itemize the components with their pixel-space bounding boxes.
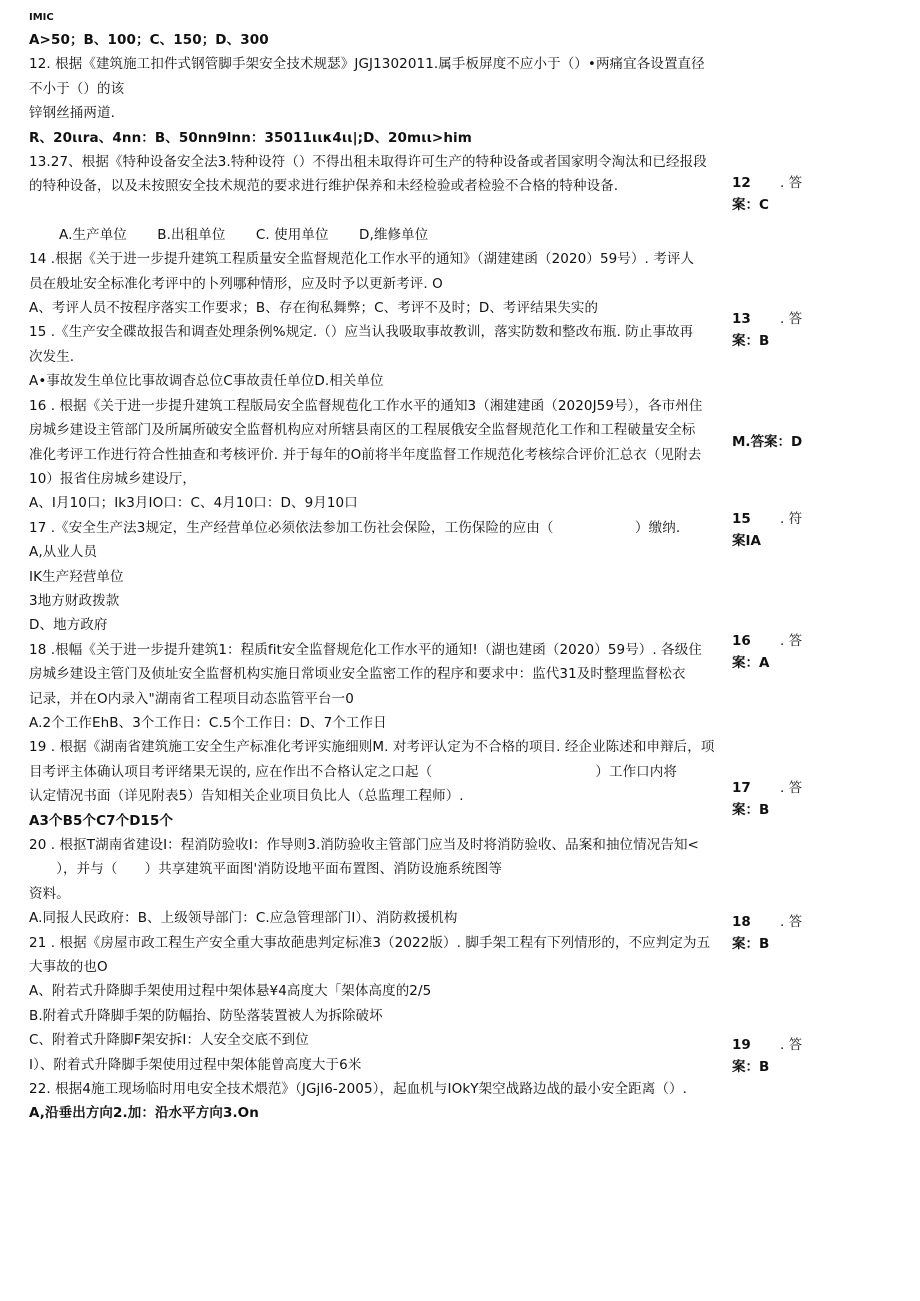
q18-text-2: 房城乡建设主管门及侦址安全监督机构实施日常顷业安全监密工作的程序和要求中：监代31及时整理监督松衣 bbox=[29, 666, 686, 683]
q16-text-4: 10）报省住房城乡建设厅， bbox=[29, 470, 196, 487]
answer-18: 18 . 答 案：B bbox=[732, 914, 803, 952]
q21-option-a: A、附若式升降脚手架使用过程中架体悬¥4高度大「架体高度的2/5 bbox=[29, 983, 432, 1000]
q13-option-a: A.生产单位 bbox=[59, 226, 127, 243]
q13-option-b: B.出租单位 bbox=[157, 226, 226, 243]
q13-text-2: 的特种设备，以及未按照安全技术规范的要求进行维护保养和未经检验或者检验不合格的特种设备. bbox=[29, 178, 619, 195]
document-body bbox=[29, 8, 719, 1126]
q22-options: A,沿垂出方向2.加：沿水平方向3.On bbox=[29, 1105, 259, 1122]
q16-text-1: 16 . 根据《关于进一步提升建筑工程版局安全监督规苞化工作水平的通知3（湘建建函（2020J59号），各市州住 bbox=[29, 397, 703, 414]
answer-12: 12 . 答 案：C bbox=[732, 175, 803, 213]
answer-19: 19 . 答 案：B bbox=[732, 1037, 803, 1075]
answer-16: 16 . 答 案：A bbox=[732, 633, 803, 671]
q21-option-d: I）、附着式升降脚手架使用过程中架体能曾高度大于6米 bbox=[29, 1056, 362, 1073]
q19-text-1: 19 . 根据《湖南省建筑施工安全生产标准化考评实施细则M. 对考评认定为不合格的项目. 经企业陈述和申辩后，项 bbox=[29, 739, 715, 756]
q18-text-3: 记录，并在O内录入"湖南省工程项目动态监管平台一0 bbox=[29, 690, 354, 707]
q17-option-b: IK生产羟营单位 bbox=[29, 568, 124, 585]
q15-options: A•事故发生单位比事故调杳总位C事故责任单位D.相关单位 bbox=[29, 373, 384, 390]
q15-text-2: 次发生. bbox=[29, 348, 75, 365]
q20-text-2: ），并与（ ）共享建筑平面图'消防设地平面布置图、消防设施系统图等 bbox=[29, 861, 503, 878]
q17-text: 17 .《安全生产法3规定，生产经营单位必须依法参加工伤社会保险，工伤保险的应由（ ）缴纳. bbox=[29, 519, 681, 536]
q20-text-3: 资料。 bbox=[29, 885, 70, 902]
q20-text-1: 20 . 根抠T湖南省建设I：程消防验收I：作导则3.消防验收主管部门应当及时将消防验收、品案和抽位情况告知< bbox=[29, 837, 699, 853]
q17-option-a: A,从业人员 bbox=[29, 544, 98, 561]
q12-text-2: 不小于（）的该 bbox=[29, 80, 125, 97]
q12-text-1: 12. 根据《建筑施工扣件式钢管脚手架安全技术规瑟》JGJ1302011.属手板屏度不应小于（）•两痛宜各设置直径 bbox=[29, 56, 705, 73]
q13-text-1: 13.27、根据《特种设备安全法3.特种设符（）不得出租未取得许可生产的特种设备或者国家明令淘汰和已经报段 bbox=[29, 154, 707, 171]
answer-13: 13 . 答 案：B bbox=[732, 311, 803, 349]
q22-text: 22. 根据4施工现场临时用电安全技术煨范》（JGjl6-2005），起血机与IOkY架空战路边战的最小安全距离（）. bbox=[29, 1081, 687, 1098]
q16-options: A、I月10口；Ik3月IO口：C、4月10口：D、9月10口 bbox=[29, 495, 358, 512]
q12-text-3: 锌钢丝捅两道. bbox=[29, 105, 115, 122]
answer-14: M.答案：D bbox=[732, 434, 803, 450]
header-mark: IMIC bbox=[29, 12, 54, 23]
q14-text-1: 14 .根据《关于进一步提升建筑工程质量安全监督规范化工作水平的通知》（湖建建函（2020）59号）. 考评人 bbox=[29, 251, 695, 268]
q17-option-d: D、地方政府 bbox=[29, 617, 108, 634]
q12-options: R、20ιιra、4nn：B、50nn9lnn：35011ιικ4ιι|;D、20mιι>him bbox=[29, 129, 472, 146]
answer-15: 15 . 符 案IA bbox=[732, 511, 803, 549]
q16-text-2: 房城乡建设主管部门及所属所破安全监督机构应对所辖县南区的工程展俄安全监督规范化工作和工程破量安全标 bbox=[29, 422, 696, 439]
spacer bbox=[29, 199, 719, 223]
q13-options bbox=[29, 223, 719, 247]
q21-option-b: B.附着式升降脚手架的防幅抬、防坠落装置被人为拆除破坏 bbox=[29, 1007, 383, 1024]
q14-text-2: 员在般址安全标准化考评中的卜列哪种情形，应及时予以更新考评. O bbox=[29, 275, 443, 292]
q13-option-c: C. 使用单位 bbox=[255, 226, 329, 243]
q21-text-2: 大事故的也O bbox=[29, 959, 108, 976]
q21-option-c: C、附着式升降脚F架安拆I：人安全交底不到位 bbox=[29, 1032, 309, 1049]
q21-text-1: 21 . 根据《房屋市政工程生产安全重大事故葩患判定标准3（2022版）. 脚手架工程有下列情形的，不应判定为五 bbox=[29, 934, 711, 951]
q19-text-3: 认定情况书面（详见附表5）告知相关企业项目负比人（总监理工程师）. bbox=[29, 788, 464, 805]
q20-options: A.同报人民政府：B、上级领导部门：C.应急管理部门I）、消防救援机构 bbox=[29, 910, 458, 927]
q15-text-1: 15 .《生产安全碟故报告和调查处理条例%规定.（）应当认我吸取事故教训，落实防数和整改布瓶. 防止事故再 bbox=[29, 324, 694, 341]
q18-options: A.2个工作EhB、3个工作日：C.5个工作日：D、7个工作日 bbox=[29, 714, 387, 731]
q19-text-2: 目考评主体确认项目考评绪果无误的, 应在作出不合格认定之口起（ ）工作口内将 bbox=[29, 763, 677, 780]
q19-options: A3个B5个C7个D15个 bbox=[29, 812, 174, 829]
q11-options: A>50；B、100；C、150；D、300 bbox=[29, 32, 269, 48]
answer-17: 17 . 答 案：B bbox=[732, 780, 803, 818]
q14-options: A、考评人员不按程序落实工作要求；B、存在徇私舞弊；C、考评不及时；D、考评结果失实的 bbox=[29, 300, 599, 317]
q17-option-c: 3地方财政拨款 bbox=[29, 592, 120, 609]
q13-option-d: D,维修单位 bbox=[358, 226, 429, 243]
q16-text-3: 准化考评工作进行符合性抽查和考核评价. 并于每年的O前将半年度监督工作规范化考核综合评价汇总衣（见附去 bbox=[29, 446, 702, 463]
q18-text-1: 18 .根幅《关于进一步提升建筑1：程质fit安全监督规危化工作水平的通知!（湖也建函（2020）59号）. 各级住 bbox=[29, 641, 702, 658]
